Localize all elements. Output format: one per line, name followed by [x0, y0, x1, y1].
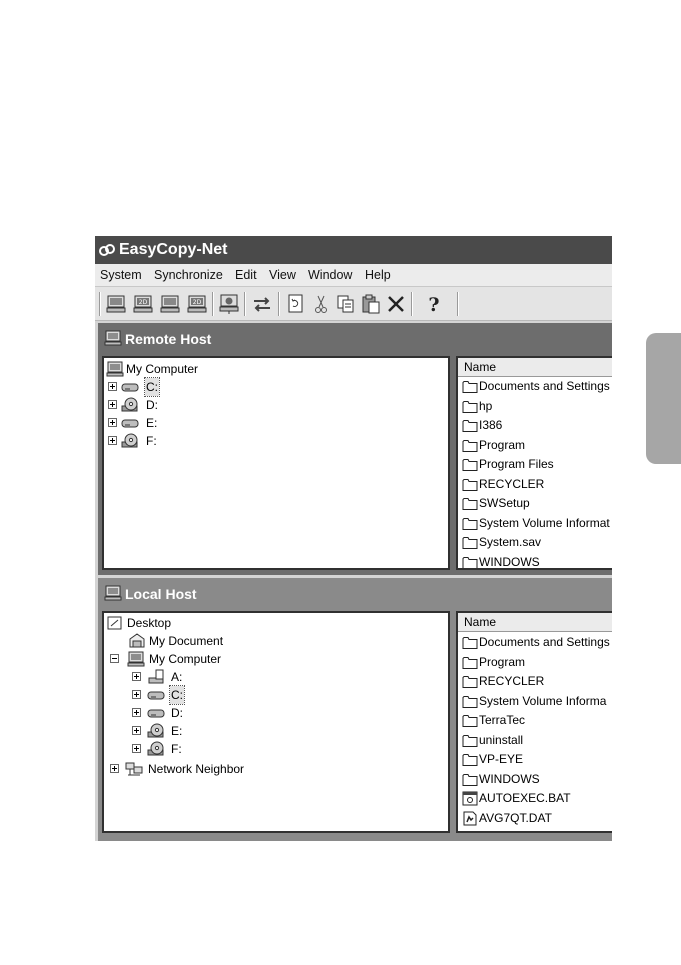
swap-arrows-icon[interactable] [251, 293, 273, 315]
svg-text:2D: 2D [192, 299, 202, 306]
expand-plus-icon[interactable] [132, 672, 141, 681]
local-file-list[interactable]: Name Documents and Settings Program RECYCLER System Volume Informa TerraTec uninstall VP-EYE WINDOWS AUTOEXEC.BAT AVG7QT.DAT [456, 611, 612, 833]
folder-icon [462, 635, 478, 650]
expand-plus-icon[interactable] [110, 764, 119, 773]
folder-icon [462, 457, 478, 472]
cd-drive-icon [147, 723, 165, 739]
remote-folder-tree[interactable]: My Computer C: D: E: F: [102, 356, 450, 570]
hard-drive-icon [147, 687, 165, 703]
folder-icon [462, 477, 478, 492]
cd-drive-icon [121, 433, 139, 449]
computer-icon [106, 361, 124, 377]
app-logo-icon [99, 242, 115, 258]
toolbar-separator [411, 292, 413, 316]
column-header-name[interactable]: Name [458, 613, 612, 632]
desktop-icon [106, 615, 124, 631]
computer-icon [104, 329, 122, 347]
data-file-icon [462, 811, 478, 826]
expand-plus-icon[interactable] [132, 690, 141, 699]
computer-icon [104, 584, 122, 602]
toolbar-separator [99, 292, 101, 316]
collapse-minus-icon[interactable] [110, 654, 119, 663]
network-icon [125, 761, 143, 777]
svg-text:2D: 2D [138, 299, 148, 306]
hard-drive-icon [121, 415, 139, 431]
hard-drive-icon [121, 379, 139, 395]
folder-icon [462, 379, 478, 394]
menu-edit[interactable]: Edit [235, 268, 257, 282]
toolbar-separator [244, 292, 246, 316]
expand-plus-icon[interactable] [132, 726, 141, 735]
expand-plus-icon[interactable] [108, 436, 117, 445]
folder-icon [462, 399, 478, 414]
folder-icon [462, 535, 478, 550]
paste-icon[interactable] [360, 293, 382, 315]
svg-text:?: ? [428, 294, 440, 315]
page-side-tab [646, 333, 681, 464]
menu-help[interactable]: Help [365, 268, 391, 282]
expand-plus-icon[interactable] [108, 382, 117, 391]
toolbar-separator [212, 292, 214, 316]
computer-icon[interactable] [159, 293, 181, 315]
folder-icon [462, 496, 478, 511]
computer-icon [127, 651, 145, 667]
folder-icon [462, 694, 478, 709]
local-folder-tree[interactable]: Desktop My Document My Computer A: C: D: E: F: Network Neighbor [102, 611, 450, 833]
toolbar [95, 287, 612, 321]
help-icon[interactable] [423, 293, 445, 315]
expand-plus-icon[interactable] [108, 418, 117, 427]
expand-plus-icon[interactable] [132, 744, 141, 753]
remote-host-title: Remote Host [125, 331, 212, 347]
menu-synchronize[interactable]: Synchronize [154, 268, 223, 282]
expand-plus-icon[interactable] [108, 400, 117, 409]
folder-icon [462, 674, 478, 689]
menu-system[interactable]: System [100, 268, 142, 282]
folder-icon [462, 418, 478, 433]
copy-icon[interactable] [335, 293, 357, 315]
menu-bar [95, 264, 612, 287]
expand-plus-icon[interactable] [132, 708, 141, 717]
network-computer-icon[interactable] [218, 293, 240, 315]
computer-2d-icon[interactable] [132, 293, 154, 315]
remote-host-panel [98, 323, 612, 575]
column-header-name[interactable]: Name [458, 358, 612, 377]
local-host-title-bar [98, 578, 612, 608]
delete-icon[interactable] [385, 293, 407, 315]
local-host-panel [98, 578, 612, 841]
cut-icon[interactable] [310, 293, 332, 315]
easycopy-window [95, 236, 612, 841]
folder-icon [462, 733, 478, 748]
remote-file-list[interactable]: Name Documents and Settings hp I386 Program Program Files RECYCLER SWSetup System Volume Informat System.sav WINDOWS [456, 356, 612, 570]
local-host-title: Local Host [125, 586, 197, 602]
window-title: EasyCopy-Net [119, 241, 228, 258]
floppy-drive-icon [147, 669, 165, 685]
folder-icon [462, 772, 478, 787]
my-document-icon [128, 633, 146, 649]
computer-2d-icon[interactable] [186, 293, 208, 315]
computer-icon[interactable] [105, 293, 127, 315]
cd-drive-icon [147, 741, 165, 757]
refresh-icon[interactable] [285, 293, 307, 315]
cd-drive-icon [121, 397, 139, 413]
batch-file-icon [462, 791, 478, 806]
folder-icon [462, 438, 478, 453]
title-bar [95, 236, 612, 264]
hard-drive-icon [147, 705, 165, 721]
menu-window[interactable]: Window [308, 268, 353, 282]
folder-icon [462, 655, 478, 670]
folder-icon [462, 713, 478, 728]
remote-host-title-bar [98, 323, 612, 353]
menu-view[interactable]: View [269, 268, 296, 282]
folder-icon [462, 516, 478, 531]
folder-icon [462, 555, 478, 570]
folder-icon [462, 752, 478, 767]
toolbar-separator [278, 292, 280, 316]
toolbar-separator [457, 292, 459, 316]
